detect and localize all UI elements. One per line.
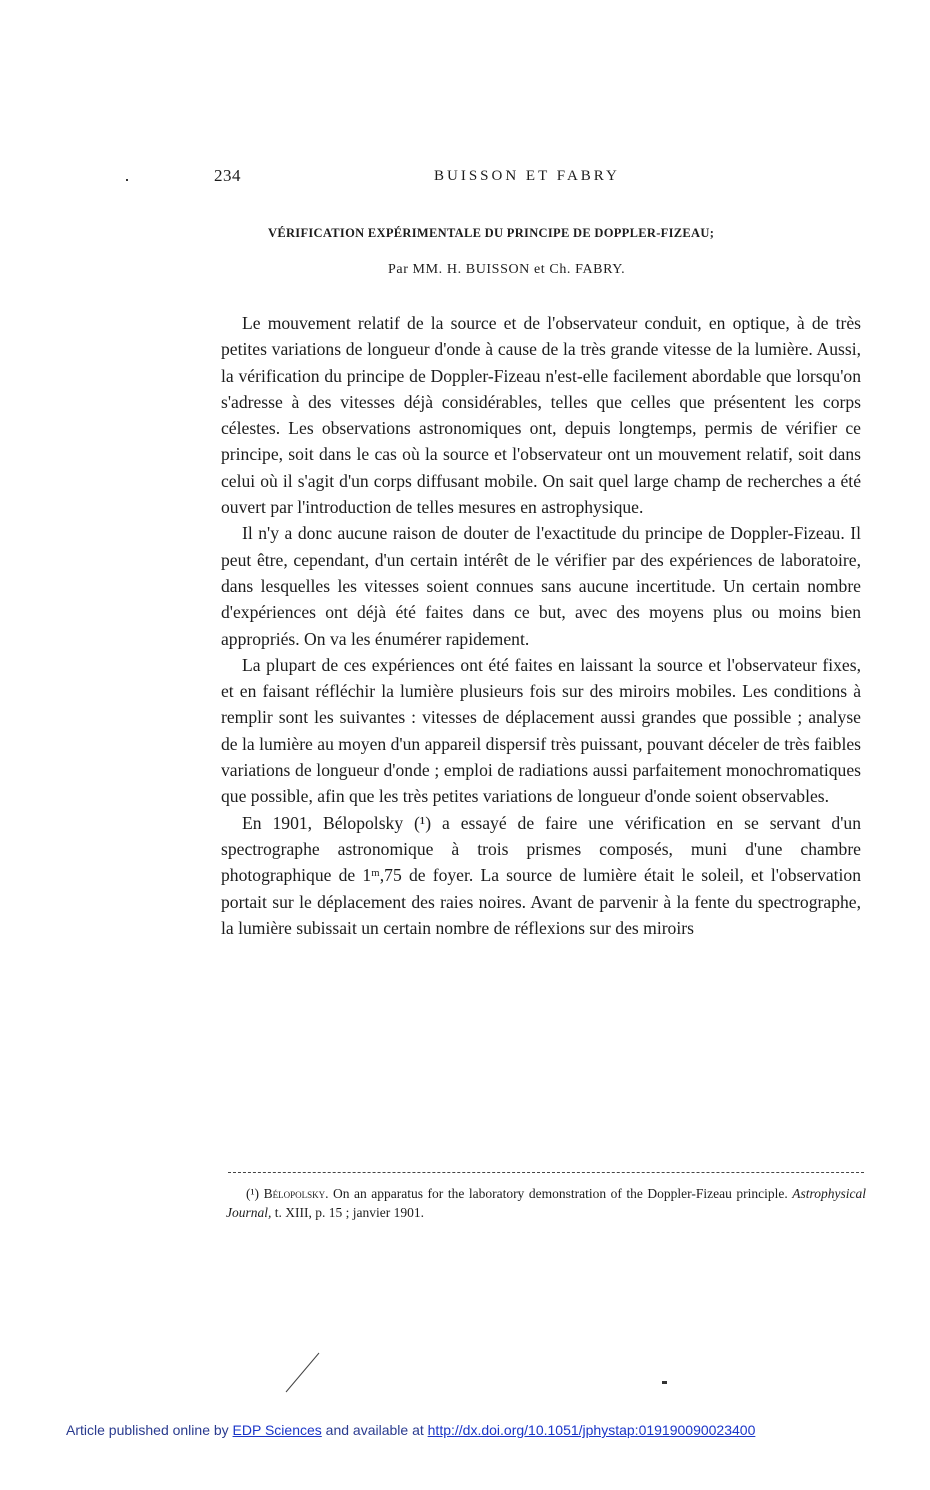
article-body — [221, 310, 861, 941]
scan-speck — [662, 1381, 667, 1384]
paragraph: La plupart de ces expériences ont été faites en laissant la source et l'observateur fixes, et en faisant réfléchir la lumière plusieurs fois sur des miroirs mobiles. Les conditions à remplir sont les suivantes : vitesses de déplacement aussi grandes que possible ; analyse de la lumière au moyen d'un appareil dispersif très puissant, pouvant déceler de très faibles variations de longueur d'onde ; emploi de radiations aussi parfaitement monochromatiques que possible, afin que les très petites variations de longueur d'onde soient observables. — [221, 654, 861, 807]
footnote-text: On an apparatus for the laboratory demonstration of the Doppler-Fizeau principle. — [333, 1186, 788, 1201]
running-head: BUISSON ET FABRY — [434, 168, 620, 184]
article-title: VÉRIFICATION EXPÉRIMENTALE DU PRINCIPE DE DOPPLER-FIZEAU; — [268, 226, 715, 240]
page-number: 234 — [214, 166, 241, 185]
footnote-journal: Astrophysical Journal, — [226, 1186, 867, 1220]
paragraph: Le mouvement relatif de la source et de l'observateur conduit, en optique, à de très petites variations de longueur d'onde à cause de la très grande vitesse de la lumière. Aussi, la vérification du principe de Doppler-Fizeau n'est-elle facilement abordable que lorsqu'on s'adresse à des vitesses déjà considérables, telles que celles que présentent les corps célestes. Les observations astronomiques ont, depuis longtemps, permis de vérifier ce principe, soit dans le cas où la source et l'observateur ont un mouvement relatif, soit dans celui où il s'agit d'un corps diffusant mobile. On sait quel large champ de recherches a été ouvert par l'introduction de telles mesures en astrophysique. — [221, 313, 861, 518]
scan-speck — [126, 179, 128, 181]
paragraph: En 1901, Bélopolsky (¹) a essayé de faire une vérification en se servant d'un spectrographe astronomique à trois prismes composés, muni d'une chambre photographique de 1ᵐ,75 de foyer. La source de lumière était le soleil, et l'observation portait sur le déplacement des raies noires. Avant de parvenir à la fente du spectrographe, la lumière subissait un certain nombre de réflexions sur des miroirs — [221, 812, 861, 938]
footer-prefix: Article published online by — [66, 1422, 229, 1438]
footnote-citation: t. XIII, p. 15 ; janvier 1901. — [274, 1205, 424, 1220]
scan-pen-stroke — [283, 1350, 323, 1396]
article-authors: Par MM. H. BUISSON et Ch. FABRY. — [388, 262, 626, 277]
page-header — [214, 166, 644, 190]
paragraph: Il n'y a donc aucune raison de douter de l'exactitude du principe de Doppler-Fizeau. Il peut être, cependant, d'un certain intérêt de le vérifier par des expériences de laboratoire, dans lesquelles les vitesses soient connues sans aucune incertitude. Un certain nombre d'expériences ont déjà été faites dans ce but, avec des moyens plus ou moins bien appropriés. On va les énumérer rapidement. — [221, 523, 861, 649]
footnote-author: Bélopolsky. — [263, 1186, 329, 1201]
footnote — [226, 1184, 866, 1222]
footnote-separator — [228, 1172, 864, 1173]
publisher-link[interactable]: EDP Sciences — [232, 1422, 322, 1438]
doi-link[interactable]: http://dx.doi.org/10.1051/jphystap:019190090023400 — [427, 1422, 756, 1438]
publication-footer — [66, 1422, 926, 1438]
footnote-marker: (¹) — [246, 1186, 260, 1201]
footer-middle: and available at — [325, 1422, 424, 1438]
